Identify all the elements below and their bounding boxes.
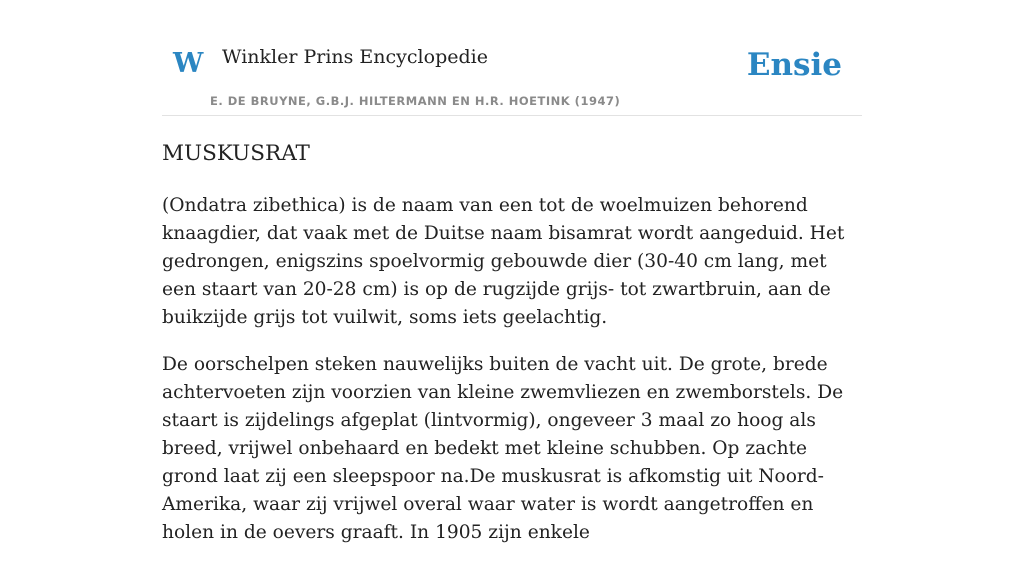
site-header: [162, 0, 862, 116]
authors-byline: E. DE BRUYNE, G.B.J. HILTERMANN EN H.R. HOETINK (1947): [210, 94, 621, 108]
brand-logo[interactable]: Ensie: [746, 47, 842, 83]
entry-title: MUSKUSRAT: [162, 141, 310, 166]
entry-body: [162, 192, 862, 566]
paragraph: De oorschelpen steken nauwelijks buiten de vacht uit. De grote, brede achtervoeten zijn voorzien van kleine zwemvliezen en zwemborstels. De staart is zijdelings afgeplat (lintvormig), ongeveer 3 maal zo hoog als breed, vrijwel onbehaard en bedekt met kleine schubben. Op zachte grond laat zij een sleepspoor na.De muskusrat is afkomstig uit Noord-Amerika, waar zij vrijwel overal waar water is wordt aangetroffen en holen in de oevers graaft. In 1905 zijn enkele: [162, 354, 844, 543]
paragraph: (Ondatra zibethica) is de naam van een tot de woelmuizen behorend knaagdier, dat vaak met de Duitse naam bisamrat wordt aangeduid. Het gedrongen, enigszins spoelvormig gebouwde dier (30-40 cm lang, met een staart van 20-28 cm) is op de rugzijde grijs- tot zwartbruin, aan de buikzijde grijs tot vuilwit, soms iets geelachtig.: [162, 195, 845, 328]
page: [162, 0, 862, 543]
site-title-link[interactable]: Winkler Prins Encyclopedie: [222, 46, 488, 68]
site-logo-icon[interactable]: W: [173, 48, 204, 79]
